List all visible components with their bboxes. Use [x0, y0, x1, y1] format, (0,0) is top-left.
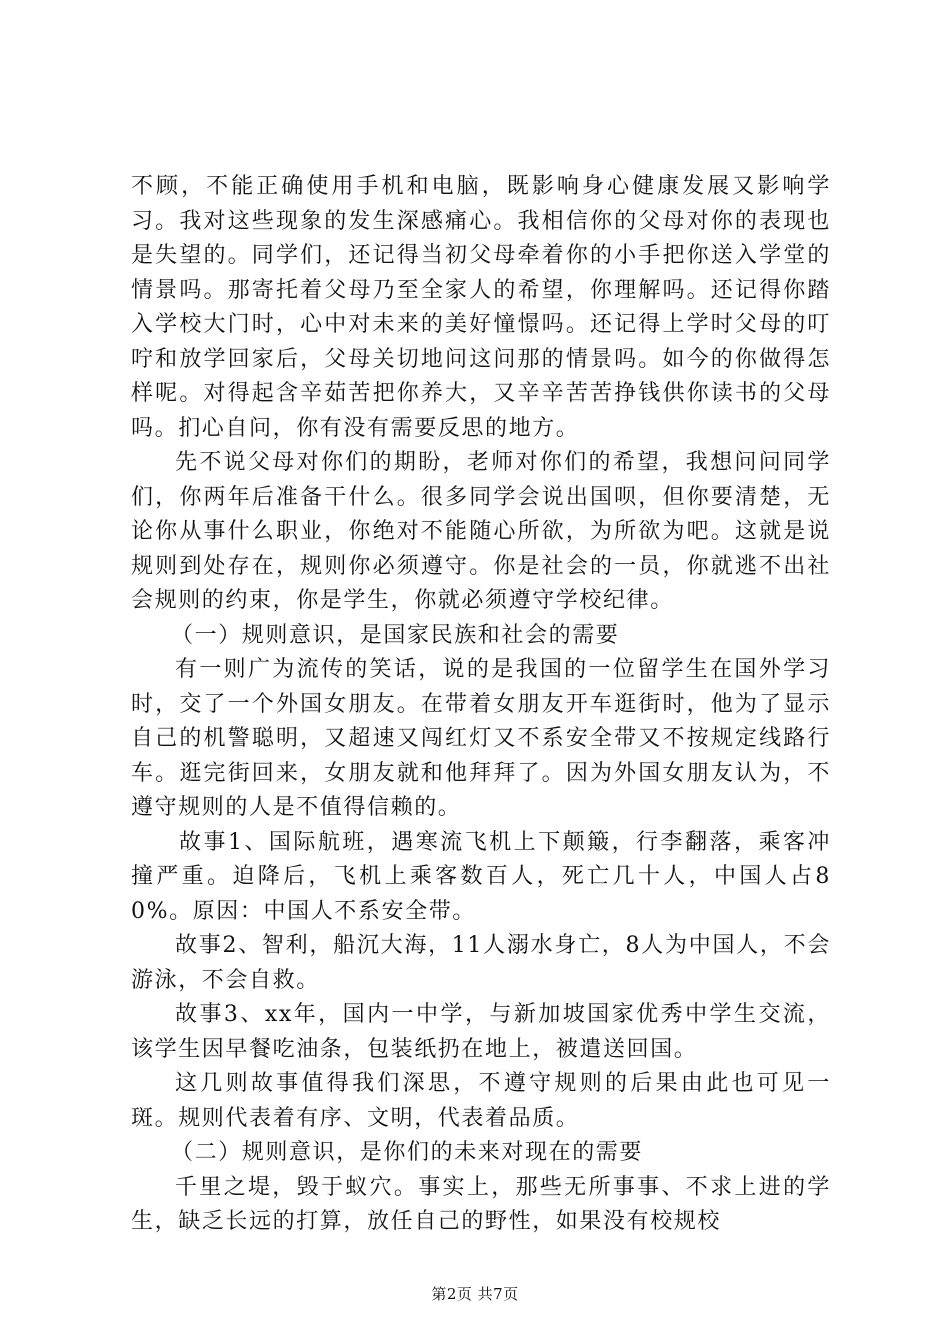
section-heading-2: （二）规则意识，是你们的未来对现在的需要 [171, 1140, 644, 1165]
paragraph-continuation: 不顾，不能正确使用手机和电脑，既影响身心健康发展又影响学习。我对这些现象的发生深感痛心。我相信你的父母对你的表现也是失望的。同学们，还记得当初父母牵着你的小手把你送入学堂的情景吗。那寄托着父母乃至全家人的希望，你理解吗。还记得你踏入学校大门时，心中对未来的美好憧憬吗。还记得上学时父母的叮咛和放学回家后，父母关切地问这问那的情景吗。如今的你做得怎样呢。对得起含辛茹苦把你养大，又辛辛苦苦挣钱供你读书的父母吗。扪心自问，你有没有需要反思的地方。 [131, 174, 831, 441]
paragraph-joke: 有一则广为流传的笑话，说的是我国的一位留学生在国外学习时，交了一个外国女朋友。在带着女朋友开车逛街时，他为了显示自己的机警聪明，又超速又闯红灯又不系安全带又不按规定线路行车。逛完街回来，女朋友就和他拜拜了。因为外国女朋友认为，不遵守规则的人是不值得信赖的。 [131, 657, 831, 820]
body-text [131, 170, 831, 1240]
paragraph-story-1: 故事1、国际航班，遇寒流飞机上下颠簸，行李翻落，乘客冲撞严重。迫降后，飞机上乘客数百人，死亡几十人，中国人占80%。原因：中国人不系安全带。 [131, 829, 831, 924]
paragraph-story-3: 故事3、xx年，国内一中学，与新加坡国家优秀中学生交流，该学生因早餐吃油条，包装纸扔在地上，被遣送回国。 [131, 1002, 831, 1062]
paragraph-story-2: 故事2、智利，船沉大海，11人溺水身亡，8人为中国人，不会游泳，不会自救。 [131, 933, 831, 993]
paragraph-dike: 千里之堤，毁于蚁穴。事实上，那些无所事事、不求上进的学生，缺乏长远的打算，放任自己的野性，如果没有校规校 [131, 1174, 831, 1234]
paragraph-rules-everywhere: 先不说父母对你们的期盼，老师对你们的希望，我想问问同学们，你两年后准备干什么。很多同学会说出国呗，但你要清楚，无论你从事什么职业，你绝对不能随心所欲，为所欲为吧。这就是说规则到处存在，规则你必须遵守。你是社会的一员，你就逃不出社会规则的约束，你是学生，你就必须遵守学校纪律。 [131, 450, 831, 613]
paragraph-reflection: 这几则故事值得我们深思，不遵守规则的后果由此也可见一斑。规则代表着有序、文明，代表着品质。 [131, 1071, 831, 1131]
page-footer: 第2页 共7页 [431, 1285, 519, 1303]
section-heading-1: （一）规则意识，是国家民族和社会的需要 [171, 622, 620, 648]
